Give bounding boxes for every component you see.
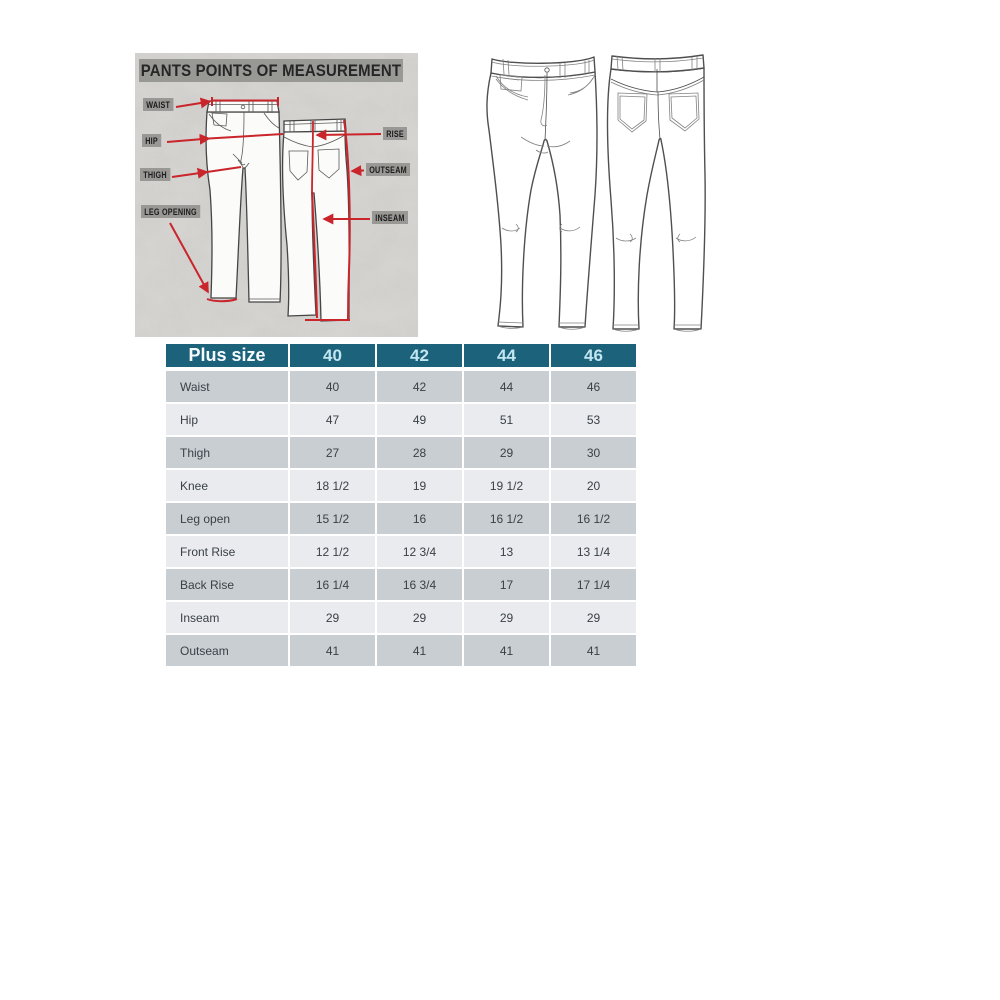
- size-cell: 19: [377, 470, 462, 501]
- row-label-waist: Waist: [166, 371, 288, 402]
- size-cell: 15 1/2: [290, 503, 375, 534]
- size-cell: 29: [464, 602, 549, 633]
- measurement-diagram: [135, 53, 418, 337]
- diagram-title: PANTS POINTS OF MEASUREMENT: [139, 59, 403, 82]
- jeans-flat-graphic: [470, 45, 735, 340]
- jeans-flat-sketches: [470, 45, 735, 340]
- size-cell: 41: [290, 635, 375, 666]
- size-cell: 51: [464, 404, 549, 435]
- size-cell: 16 1/4: [290, 569, 375, 600]
- size-cell: 16 1/2: [551, 503, 636, 534]
- size-cell: 41: [551, 635, 636, 666]
- size-table: [166, 344, 636, 666]
- size-cell: 49: [377, 404, 462, 435]
- measurement-label-rise: RISE: [383, 127, 407, 140]
- size-cell: 13 1/4: [551, 536, 636, 567]
- size-column-header: 40: [290, 344, 375, 367]
- measurement-label-thigh: THIGH: [140, 168, 170, 181]
- row-label-knee: Knee: [166, 470, 288, 501]
- measurement-label-leg-opening: LEG OPENING: [141, 205, 200, 218]
- size-cell: 53: [551, 404, 636, 435]
- jeans-front-sketch: [487, 57, 597, 327]
- measurement-label-waist: WAIST: [143, 98, 173, 111]
- size-cell: 30: [551, 437, 636, 468]
- size-cell: 27: [290, 437, 375, 468]
- size-cell: 41: [377, 635, 462, 666]
- row-label-hip: Hip: [166, 404, 288, 435]
- size-cell: 17 1/4: [551, 569, 636, 600]
- size-cell: 16: [377, 503, 462, 534]
- size-column-header: 44: [464, 344, 549, 367]
- row-label-inseam: Inseam: [166, 602, 288, 633]
- measurement-label-outseam: OUTSEAM: [366, 163, 410, 176]
- size-cell: 12 1/2: [290, 536, 375, 567]
- size-cell: 29: [551, 602, 636, 633]
- size-cell: 46: [551, 371, 636, 402]
- size-cell: 41: [464, 635, 549, 666]
- row-label-back-rise: Back Rise: [166, 569, 288, 600]
- size-table-header: [166, 344, 636, 367]
- measurement-label-inseam: INSEAM: [372, 211, 408, 224]
- size-cell: 17: [464, 569, 549, 600]
- size-cell: 12 3/4: [377, 536, 462, 567]
- size-cell: 29: [290, 602, 375, 633]
- size-cell: 16 1/2: [464, 503, 549, 534]
- size-cell: 28: [377, 437, 462, 468]
- size-cell: 44: [464, 371, 549, 402]
- size-cell: 18 1/2: [290, 470, 375, 501]
- row-label-front-rise: Front Rise: [166, 536, 288, 567]
- size-table-title-cell: Plus size: [166, 344, 288, 367]
- row-label-leg-open: Leg open: [166, 503, 288, 534]
- row-label-thigh: Thigh: [166, 437, 288, 468]
- size-cell: 29: [377, 602, 462, 633]
- size-cell: 16 3/4: [377, 569, 462, 600]
- size-cell: 40: [290, 371, 375, 402]
- size-cell: 19 1/2: [464, 470, 549, 501]
- size-column-header: 46: [551, 344, 636, 367]
- size-column-header: 42: [377, 344, 462, 367]
- size-table-body: [166, 371, 636, 666]
- size-cell: 47: [290, 404, 375, 435]
- row-label-outseam: Outseam: [166, 635, 288, 666]
- size-cell: 42: [377, 371, 462, 402]
- measurement-label-hip: HIP: [142, 134, 161, 147]
- size-cell: 29: [464, 437, 549, 468]
- measurement-diagram-graphic: [135, 53, 418, 337]
- size-cell: 20: [551, 470, 636, 501]
- size-cell: 13: [464, 536, 549, 567]
